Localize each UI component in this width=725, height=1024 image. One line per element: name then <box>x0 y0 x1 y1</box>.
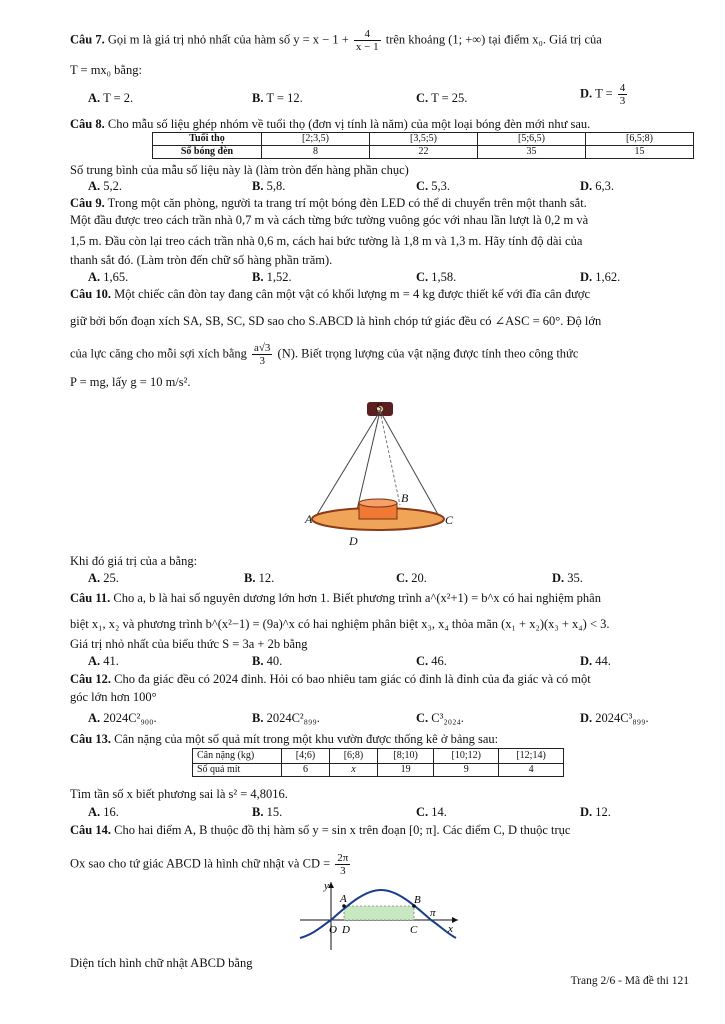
label-y: y <box>324 880 329 892</box>
q12-line2: góc lớn hơn 100° <box>70 690 157 704</box>
label-a: A <box>305 512 313 526</box>
q8-header-cell: [2;3,5) <box>262 133 370 146</box>
q8-header-cell: [3,5;5) <box>370 133 478 146</box>
weight-top <box>359 499 397 507</box>
q13-table <box>192 748 564 777</box>
q13-row-cell: 4 <box>499 764 564 777</box>
label-d: D <box>349 534 358 548</box>
q12-label: Câu 12. <box>70 672 111 686</box>
q8-option-a: A. 5,2. <box>88 179 123 193</box>
q7-label: Câu 7. <box>70 32 105 47</box>
q11-line2: biệt x₁, x₂ và phương trình b^(x²−1) = (9a)^x có hai nghiệm phân biệt x₃, x₄ thỏa mãn (x₁ + x₂)(x₃ + x₄) < 3. <box>70 617 610 631</box>
q14-line2: Ox sao cho tứ giác ABCD là hình chữ nhật và CD = $\frac{2\pi}{3}$ <box>70 852 349 877</box>
q12-option-d: D. 2024C³₈₉₉. <box>580 711 649 725</box>
q8-row-cell: 22 <box>370 146 478 159</box>
label-d: D <box>342 924 350 936</box>
q10-line4: P = mg, lấy g = 10 m/s². <box>70 375 191 389</box>
q8-option-b: B. 5,8. <box>252 179 286 193</box>
q10-option-b: B. 12. <box>244 571 275 585</box>
q13-header-cell: [6;8) <box>329 749 377 764</box>
y-axis-arrow <box>328 882 334 888</box>
q13-line1: Câu 13. Cân nặng của một số quả mít trong một khu vườn được thống kê ở bảng sau: <box>70 732 499 746</box>
label-c: C <box>445 513 454 527</box>
q8-question: Số trung bình của mẫu số liệu này là (làm tròn đến hàng phần chục) <box>70 163 409 177</box>
q8-row-cell: 35 <box>478 146 586 159</box>
q11-option-d: D. 44. <box>580 654 611 668</box>
q10-option-a: A. 25. <box>88 571 119 585</box>
q12-option-a: A. 2024C²₉₀₀. <box>88 711 157 725</box>
q9-line2: Một đầu được treo cách trần nhà 0,7 m và cách từng bức tường vuông góc với nhau lần lượt là 0,2 m và <box>70 213 589 227</box>
q7-line2: T = mx₀ bằng: <box>70 63 142 77</box>
q7-text-a: Gọi m là giá trị nhỏ nhất của hàm số y = x − 1 + <box>107 32 349 47</box>
q8-line1: Câu 8. Cho mẫu số liệu ghép nhóm về tuổi thọ (đơn vị tính là năm) của một loại bóng đèn mới như sau. <box>70 117 591 131</box>
label-c: C <box>410 924 418 936</box>
q9-option-c: C. 1,58. <box>416 270 457 284</box>
q8-header-cell: [5;6,5) <box>478 133 586 146</box>
label-x: x <box>448 923 453 935</box>
q13-row-cell: 9 <box>434 764 499 777</box>
q10-label: Câu 10. <box>70 287 111 301</box>
q10-line3: của lực căng cho mỗi sợi xích bằng $\frac{a√3}{3}$ (N). Biết trọng lượng của vật nặng được tính theo công thức <box>70 342 579 367</box>
q14-line1: Câu 14. Cho hai điểm A, B thuộc đồ thị hàm số y = sin x trên đoạn [0; π]. Các điểm C, D thuộc trục <box>70 823 571 837</box>
q13-option-b: B. 15. <box>252 805 283 819</box>
q9-option-d: D. 1,62. <box>580 270 621 284</box>
q13-header-cell: [8;10) <box>377 749 433 764</box>
q8-option-c: C. 5,3. <box>416 179 451 193</box>
q12-option-c: C. C³₂₀₂₄. <box>416 711 464 725</box>
q8-header-cell: [6,5;8) <box>586 133 694 146</box>
q10-question: Khi đó giá trị của a bằng: <box>70 554 198 568</box>
q13-row-cell: Số quả mít <box>193 764 282 777</box>
q8-label: Câu 8. <box>70 117 105 131</box>
q8-option-d: D. 6,3. <box>580 179 615 193</box>
q11-option-c: C. 46. <box>416 654 447 668</box>
q14-fraction: $\frac{2\pi}{3}$ <box>337 852 349 877</box>
q7-option-b: B. T = 12. <box>252 91 303 105</box>
q14-question: Diện tích hình chữ nhật ABCD bằng <box>70 956 253 970</box>
q8-header-cell: Tuổi thọ <box>153 133 262 146</box>
q10-option-c: C. 20. <box>396 571 427 585</box>
q12-line1: Câu 12. Cho đa giác đều có 2024 đỉnh. Hỏi có bao nhiêu tam giác có đỉnh là đỉnh của đa giác và có một <box>70 672 591 686</box>
q13-header-cell: [4;6) <box>282 749 330 764</box>
q9-line1: Câu 9. Trong một căn phòng, người ta trang trí một bóng đèn LED có thể di chuyển trên một thanh sắt. <box>70 196 587 210</box>
q10-line2: giữ bởi bốn đoạn xích SA, SB, SC, SD sao cho S.ABCD là hình chóp tứ giác đều có ∠ASC = 60°. Độ lớn <box>70 314 602 328</box>
q13-header-cell: [10;12) <box>434 749 499 764</box>
q11-option-a: A. 41. <box>88 654 119 668</box>
q10-option-d: D. 35. <box>552 571 583 585</box>
q13-header-cell: [12;14) <box>499 749 564 764</box>
q13-option-a: A. 16. <box>88 805 119 819</box>
q13-row-cell: 6 <box>282 764 330 777</box>
q11-line3: Giá trị nhỏ nhất của biểu thức S = 3a + 2b bằng <box>70 637 308 651</box>
q7-option-d: D. T = $\frac{4}{3}$ <box>580 82 626 107</box>
q9-line3: 1,5 m. Đầu còn lại treo cách trần nhà 0,6 m, cách hai bức tường là 1,8 m và 1,3 m. Hãy tính độ dài của <box>70 234 583 248</box>
label-s: S <box>376 400 382 414</box>
q9-line4: thanh sắt đó. (Làm tròn đến chữ số hàng phần trăm). <box>70 253 333 267</box>
q8-row-cell: Số bóng đèn <box>153 146 262 159</box>
q10-line1: Câu 10. Một chiếc cân đòn tay đang cân một vật có khối lượng m = 4 kg được thiết kế với đĩa cân được <box>70 287 591 301</box>
chain-sb <box>380 411 400 505</box>
q8-row-cell: 15 <box>586 146 694 159</box>
q13-option-c: C. 14. <box>416 805 447 819</box>
q13-label: Câu 13. <box>70 732 111 746</box>
q9-option-a: A. 1,65. <box>88 270 129 284</box>
q8-table <box>152 132 694 159</box>
q7-option-a: A. T = 2. <box>88 91 134 105</box>
q8-row-cell: 8 <box>262 146 370 159</box>
q10-fraction: $\frac{a√3}{3}$ <box>254 342 271 367</box>
q14-label: Câu 14. <box>70 823 111 837</box>
q7-option-c: C. T = 25. <box>416 91 468 105</box>
q11-label: Câu 11. <box>70 591 111 605</box>
q11-line1: Câu 11. Cho a, b là hai số nguyên dương lớn hơn 1. Biết phương trình a^(x²+1) = b^x có hai nghiệm phân <box>70 591 601 605</box>
q7-line1 <box>70 28 689 53</box>
q11-option-b: B. 40. <box>252 654 283 668</box>
q9-option-b: B. 1,52. <box>252 270 292 284</box>
q13-row-cell: x <box>329 764 377 777</box>
q13-row-cell: 19 <box>377 764 433 777</box>
x-axis-arrow <box>452 917 458 923</box>
q12-option-b: B. 2024C²₈₉₉. <box>252 711 320 725</box>
scale-figure <box>295 395 465 550</box>
label-b: B <box>414 894 421 906</box>
label-pi: π <box>430 907 436 919</box>
q13-header-cell: Cân nặng (kg) <box>193 749 282 764</box>
label-o: O <box>329 924 337 936</box>
q7-fraction: $\frac{4}{x - 1}$ <box>355 28 379 53</box>
rectangle-abcd <box>344 906 414 920</box>
label-a: A <box>340 893 347 905</box>
sine-graph <box>296 876 466 952</box>
q9-label: Câu 9. <box>70 196 105 210</box>
q7-text-b: trên khoảng (1; +∞) tại điểm x₀. Giá trị của <box>385 32 602 47</box>
q13-option-d: D. 12. <box>580 805 611 819</box>
label-b: B <box>401 491 409 505</box>
q13-question: Tìm tần số x biết phương sai là s² = 4,8016. <box>70 787 288 801</box>
page-footer: Trang 2/6 - Mã đề thi 121 <box>570 975 689 987</box>
